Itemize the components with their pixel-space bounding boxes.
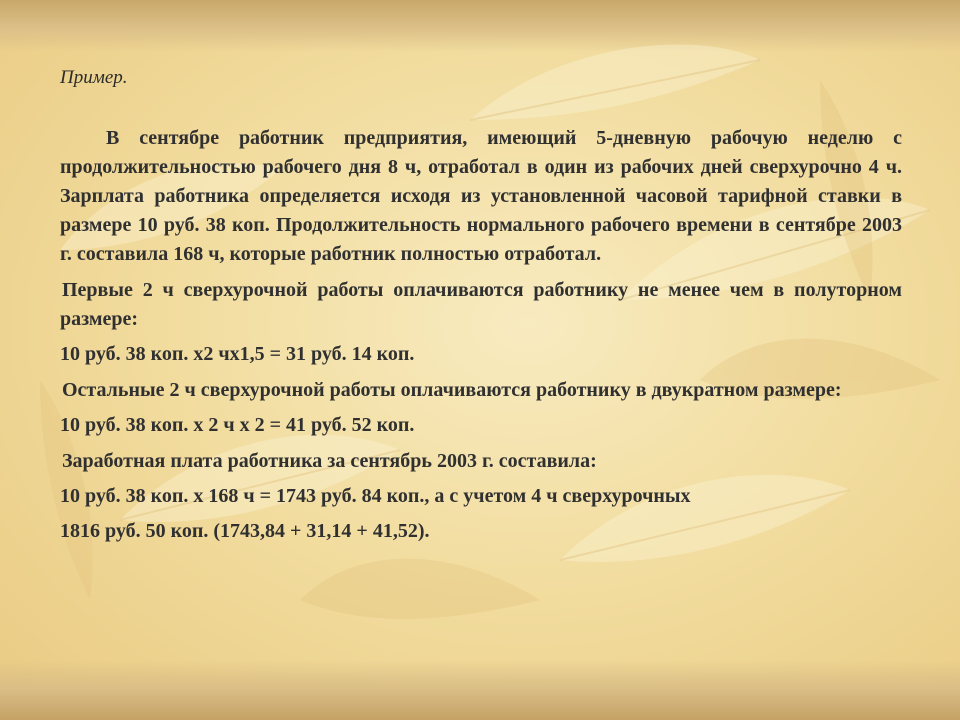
paragraph-example-conditions: В сентябре работник предприятия, имеющий 5-дневную рабочую неделю с продолжительностью рабочего дня 8 ч, отработал в один из рабочих дней сверхурочно 4 ч. Зарплата работника определяется исходя из установленной часовой тарифной ставки в размере 10 руб. 38 коп. Продолжительность нормального рабочего времени в сентябре 2003 г. составила 168 ч, которые работник полностью отработал.	[60, 127, 902, 265]
formula-remaining-overtime: 10 руб. 38 коп. x 2 ч x 2 = 41 руб. 52 коп.	[60, 414, 415, 436]
slide-title: Пример.	[60, 67, 128, 88]
formula-base-salary: 10 руб. 38 коп. x 168 ч = 1743 руб. 84 коп., а с учетом 4 ч сверхурочных	[60, 485, 691, 507]
slide-content	[60, 62, 902, 546]
paragraph-first-overtime: Первые 2 ч сверхурочной работы оплачиваются работнику не менее чем в полуторном размере:	[60, 279, 902, 330]
formula-total-salary: 1816 руб. 50 коп. (1743,84 + 31,14 + 41,52).	[60, 520, 430, 542]
paragraph-remaining-overtime: Остальные 2 ч сверхурочной работы оплачиваются работнику в двукратном размере:	[62, 379, 842, 401]
bottom-band	[0, 660, 960, 720]
formula-first-overtime: 10 руб. 38 коп. x2 чx1,5 = 31 руб. 14 коп.	[60, 343, 415, 365]
paragraph-september-salary: Заработная плата работника за сентябрь 2003 г. составила:	[62, 450, 597, 472]
